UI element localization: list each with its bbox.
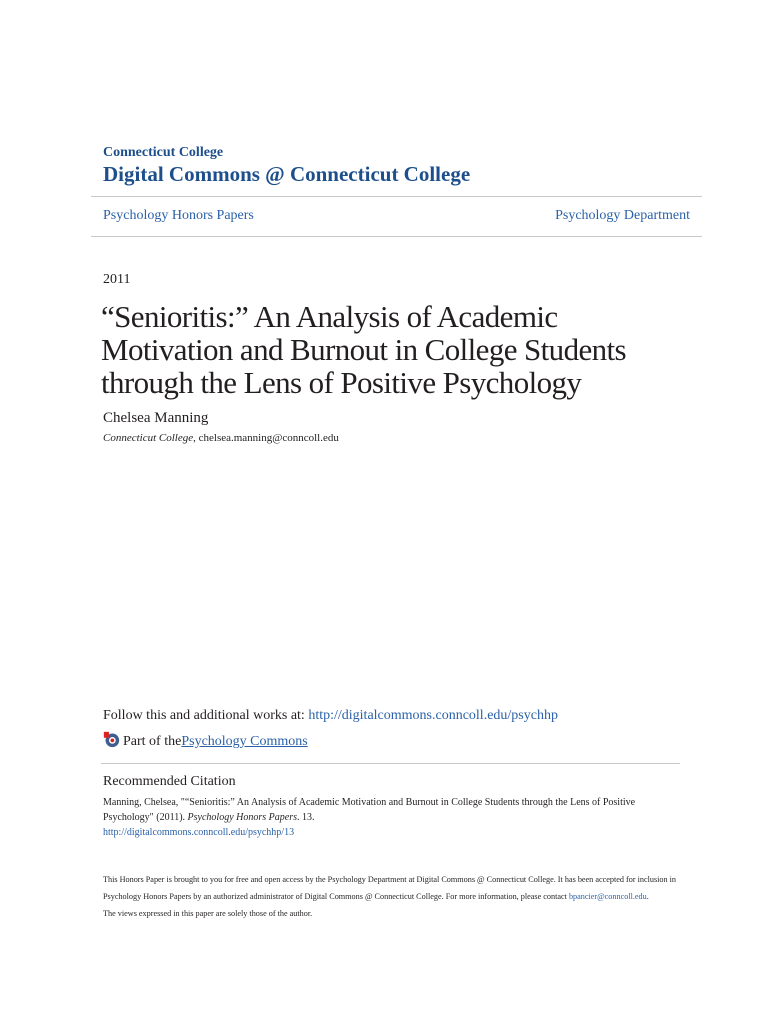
psychology-commons-link[interactable]: Psychology Commons (181, 734, 308, 749)
author-email: , chelsea.manning@conncoll.edu (193, 432, 339, 444)
author-name: Chelsea Manning (103, 410, 209, 426)
notice-end: . (646, 892, 649, 901)
bepress-commons-logo-icon (103, 731, 123, 753)
publication-year: 2011 (103, 272, 131, 287)
institution-name[interactable]: Connecticut College (103, 145, 224, 160)
citation-url-link[interactable]: http://digitalcommons.conncoll.edu/psychhp/13 (103, 827, 295, 838)
citation-series: Psychology Honors Papers (187, 812, 297, 823)
affiliation-name: Connecticut College (103, 432, 194, 444)
part-of-line (103, 731, 308, 753)
author-affiliation (103, 432, 339, 444)
part-of-label: Part of the (123, 734, 182, 749)
contact-email-link[interactable]: bpancier@conncoll.edu (568, 892, 647, 901)
access-notice (103, 871, 683, 922)
repository-name[interactable]: Digital Commons @ Connecticut College (103, 162, 471, 186)
notice-body: This Honors Paper is brought to you for free and open access by the Psychology Department at Digital Commons @ Connecticut College. It has been accepted for inclusion in Psychology Honors Papers by an authorized administrator of Digital Commons @ Connecticut College. For more information, please contact (103, 875, 677, 901)
citation-text (103, 795, 683, 840)
disclaimer: The views expressed in this paper are solely those of the author. (103, 909, 313, 918)
follow-label: Follow this and additional works at: (103, 708, 309, 723)
header-divider-bottom (91, 236, 702, 237)
series-link[interactable]: Psychology Honors Papers (103, 208, 254, 223)
citation-number: . 13. (296, 812, 315, 823)
follow-line (103, 708, 558, 724)
citation-divider (101, 763, 680, 764)
follow-url-link[interactable]: http://digitalcommons.conncoll.edu/psychhp (308, 708, 558, 723)
citation-body: Manning, Chelsea, "“Senioritis:” An Analysis of Academic Motivation and Burnout in College Students through the Lens of Positive Psychology" (2011). (103, 797, 636, 823)
recommended-citation-heading: Recommended Citation (103, 774, 236, 789)
paper-title: “Senioritis:” An Analysis of Academic Motivation and Burnout in College Students through the Lens of Positive Psychology (101, 299, 627, 400)
department-link[interactable]: Psychology Department (555, 208, 690, 223)
header-divider-top (91, 196, 702, 197)
